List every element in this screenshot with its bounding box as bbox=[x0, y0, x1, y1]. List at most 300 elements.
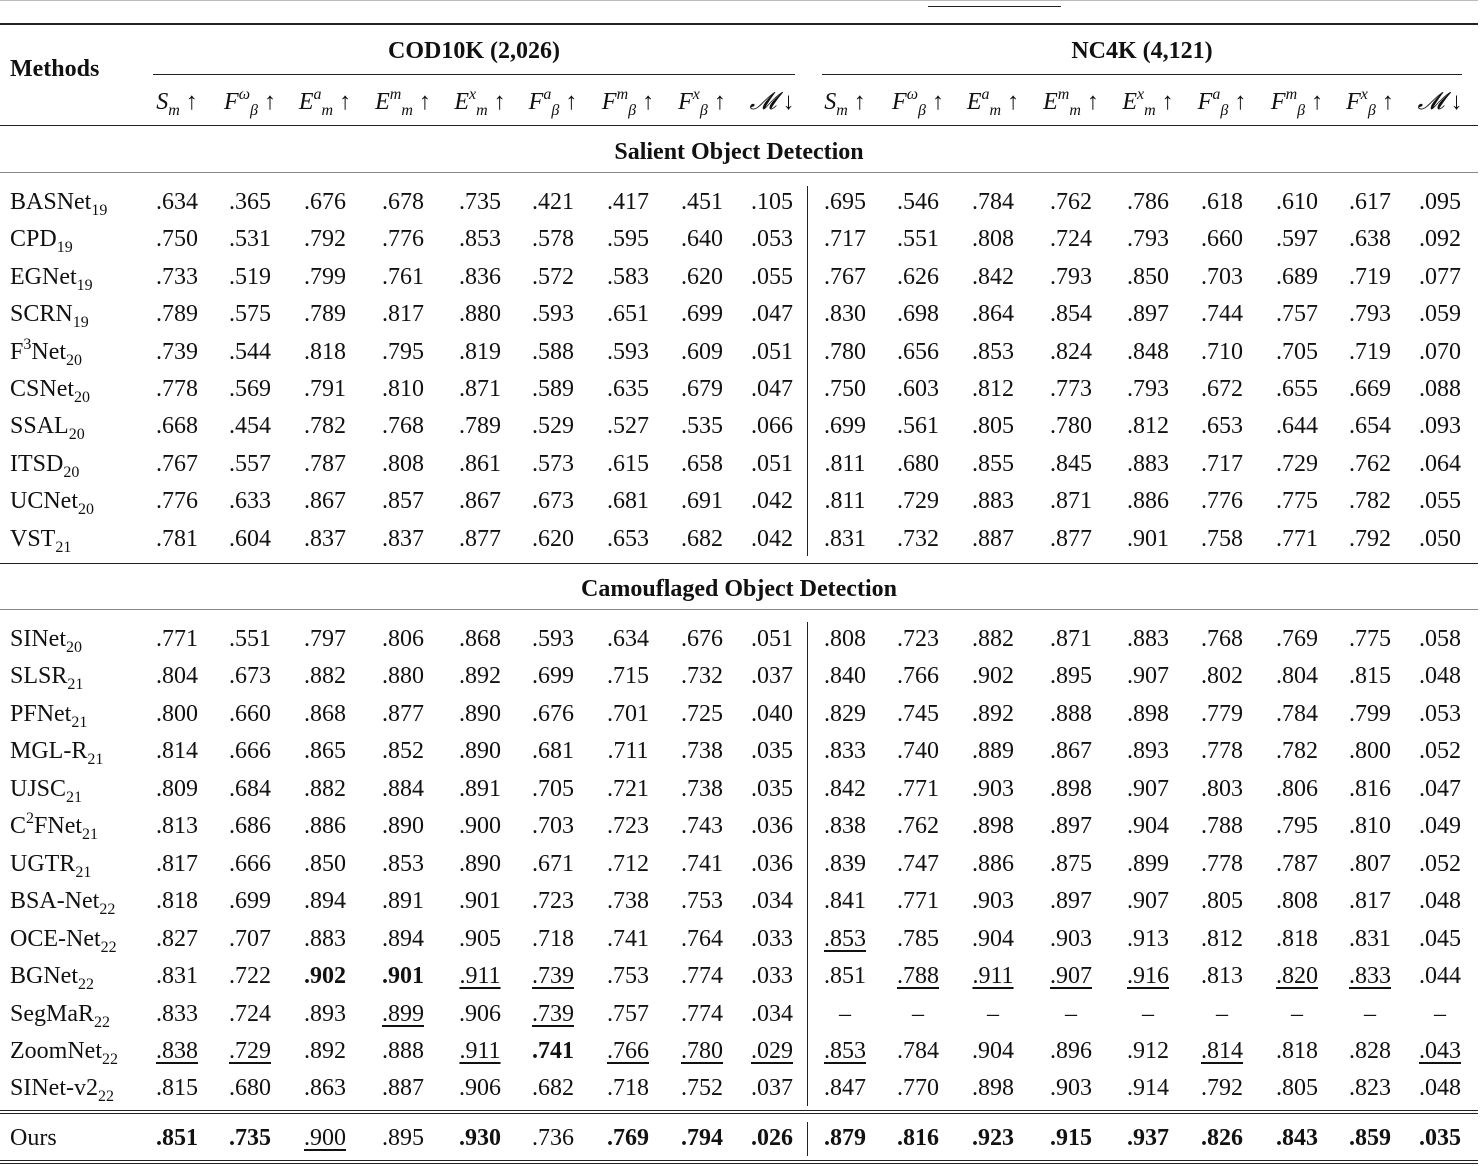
nc4k-value: .778 bbox=[1201, 738, 1243, 765]
method-sup: 3 bbox=[23, 335, 32, 353]
method-year: 21 bbox=[82, 826, 99, 844]
cod10k-value: .703 bbox=[532, 813, 574, 840]
arrow-icon: ↑ bbox=[931, 89, 944, 115]
cod10k-value: .867 bbox=[459, 488, 501, 515]
cod10k-value: .861 bbox=[459, 450, 501, 477]
nc4k-value: .603 bbox=[897, 376, 939, 402]
nc4k-value: .744 bbox=[1201, 301, 1243, 328]
metric-symbol: 𝓜 bbox=[749, 89, 777, 115]
nc4k-value: .820 bbox=[1276, 963, 1318, 990]
cod10k-value: .421 bbox=[532, 189, 574, 215]
method-name bbox=[10, 524, 71, 554]
method-name bbox=[10, 849, 91, 879]
arrow-icon: ↑ bbox=[339, 89, 352, 115]
metric-symbol: F bbox=[678, 89, 693, 115]
nc4k-value: .792 bbox=[1201, 1075, 1243, 1102]
nc4k-value: – bbox=[912, 1000, 924, 1027]
cod10k-value: .837 bbox=[304, 525, 346, 552]
nc4k-value: .689 bbox=[1276, 263, 1318, 290]
nc4k-value: .823 bbox=[1349, 1075, 1391, 1102]
cod10k-value: .804 bbox=[156, 663, 198, 690]
nc4k-value: .757 bbox=[1276, 301, 1318, 328]
metric-header bbox=[1395, 87, 1481, 117]
nc4k-value: .055 bbox=[1419, 488, 1461, 515]
metric-symbol: F bbox=[224, 89, 239, 115]
nc4k-value: .816 bbox=[897, 1125, 939, 1151]
method-name bbox=[10, 924, 117, 954]
nc4k-value: .899 bbox=[1127, 850, 1169, 877]
nc4k-value: .897 bbox=[1127, 301, 1169, 328]
metric-sub: β bbox=[1297, 102, 1306, 119]
metric-sub: β bbox=[250, 102, 258, 119]
cod10k-value: .911 bbox=[459, 963, 501, 990]
nc4k-value: .052 bbox=[1419, 850, 1461, 877]
nc4k-value: .813 bbox=[1201, 963, 1243, 990]
cod10k-value: .035 bbox=[751, 775, 793, 802]
nc4k-value: .904 bbox=[972, 1037, 1014, 1064]
method-name bbox=[10, 1036, 118, 1066]
nc4k-value: .847 bbox=[824, 1075, 866, 1102]
method-name bbox=[10, 661, 84, 694]
method-name bbox=[10, 1073, 114, 1106]
nc4k-value: – bbox=[839, 1000, 851, 1027]
method-name bbox=[10, 810, 99, 844]
method-name bbox=[10, 187, 107, 217]
cod10k-value: .871 bbox=[459, 376, 501, 402]
method-label: VST bbox=[10, 525, 56, 552]
cod10k-value: .666 bbox=[229, 738, 271, 765]
nc4k-value: .833 bbox=[1349, 963, 1391, 990]
nc4k-value: .907 bbox=[1127, 663, 1169, 690]
cod10k-value: .707 bbox=[229, 925, 271, 952]
metric-symbol: 𝓜 bbox=[1417, 89, 1445, 115]
ours-rule-2 bbox=[0, 1113, 1478, 1114]
method-year: 20 bbox=[63, 463, 80, 481]
nc4k-value: .776 bbox=[1201, 488, 1243, 515]
nc4k-value: .895 bbox=[1050, 663, 1092, 690]
nc4k-value: .886 bbox=[1127, 488, 1169, 515]
cod10k-value: .794 bbox=[681, 1125, 723, 1151]
cod10k-value: .529 bbox=[532, 413, 574, 440]
method-name bbox=[10, 224, 73, 257]
arrow-icon: ↑ bbox=[185, 89, 198, 115]
cod10k-value: .900 bbox=[304, 1125, 346, 1151]
cod10k-value: .778 bbox=[156, 376, 198, 402]
metric-sub: β bbox=[628, 102, 637, 119]
cod10k-value: .678 bbox=[382, 189, 424, 215]
metric-symbol: F bbox=[1197, 89, 1213, 115]
cod10k-value: .047 bbox=[751, 301, 793, 328]
cod10k-value: .817 bbox=[382, 301, 424, 328]
nc4k-value: .784 bbox=[897, 1037, 939, 1064]
nc4k-header: NC4K (4,121) bbox=[1071, 38, 1213, 64]
nc4k-value: .805 bbox=[972, 413, 1014, 440]
nc4k-value: .824 bbox=[1050, 338, 1092, 365]
cod10k-value: .635 bbox=[607, 376, 649, 402]
nc4k-value: .877 bbox=[1050, 525, 1092, 552]
cod10k-value: .589 bbox=[532, 376, 574, 402]
cod10k-value: .867 bbox=[304, 488, 346, 515]
cod10k-value: .676 bbox=[304, 189, 346, 215]
cod10k-value: .792 bbox=[304, 226, 346, 253]
cod10k-value: .029 bbox=[751, 1037, 793, 1064]
method-year: 22 bbox=[97, 1088, 114, 1106]
metric-symbol: E bbox=[1043, 89, 1058, 115]
method-year: 21 bbox=[71, 713, 88, 731]
nc4k-value: .747 bbox=[897, 850, 939, 877]
cod10k-value: .890 bbox=[382, 813, 424, 840]
nc4k-value: .724 bbox=[1050, 226, 1092, 253]
metric-sup: m bbox=[389, 86, 402, 103]
cod10k-value: .725 bbox=[681, 700, 723, 727]
cod10k-value: .451 bbox=[681, 189, 723, 215]
nc4k-value: .793 bbox=[1127, 226, 1169, 253]
cod10k-value: .836 bbox=[459, 263, 501, 290]
nc4k-value: .889 bbox=[972, 738, 1014, 765]
method-label: SINet bbox=[10, 626, 66, 652]
cod10k-value: .814 bbox=[156, 738, 198, 765]
cod10k-value: .887 bbox=[382, 1075, 424, 1102]
method-name bbox=[10, 699, 87, 729]
nc4k-value: .610 bbox=[1276, 189, 1318, 215]
cod10k-value: .851 bbox=[156, 1125, 198, 1151]
method-year: 20 bbox=[68, 426, 85, 444]
arrow-icon: ↑ bbox=[853, 89, 866, 115]
cod10k-value: .051 bbox=[751, 626, 793, 652]
nc4k-value: .762 bbox=[1349, 450, 1391, 477]
cod10k-value: .741 bbox=[681, 850, 723, 877]
method-label: Ours bbox=[10, 1125, 57, 1151]
metric-symbol: F bbox=[601, 89, 617, 115]
nc4k-value: .841 bbox=[824, 888, 866, 915]
method-year: 22 bbox=[78, 976, 94, 994]
nc4k-value: .740 bbox=[897, 738, 939, 765]
nc4k-value: .853 bbox=[972, 338, 1014, 365]
cod10k-value: .884 bbox=[382, 775, 424, 802]
nc4k-value: .793 bbox=[1050, 263, 1092, 290]
cod10k-value: .774 bbox=[681, 963, 723, 990]
method-year: 20 bbox=[78, 501, 94, 519]
cod10k-value: .890 bbox=[459, 738, 501, 765]
method-label: C bbox=[10, 813, 27, 840]
method-name bbox=[10, 449, 79, 479]
cod10k-value: .895 bbox=[382, 1125, 424, 1151]
method-name bbox=[10, 337, 82, 367]
method-name bbox=[10, 262, 93, 292]
nc4k-value: .913 bbox=[1127, 925, 1169, 952]
metric-symbol: E bbox=[1122, 89, 1137, 115]
method-year: 22 bbox=[100, 938, 117, 956]
metric-sup: m bbox=[1057, 86, 1070, 103]
nc4k-value: .695 bbox=[824, 189, 866, 215]
cod10k-value: .893 bbox=[304, 1000, 346, 1027]
nc4k-value: .626 bbox=[897, 263, 939, 290]
method-name bbox=[10, 624, 82, 654]
nc4k-value: .784 bbox=[1276, 700, 1318, 727]
column-divider bbox=[807, 622, 808, 1106]
cod10k-value: .454 bbox=[229, 413, 271, 440]
cod10k-value: .833 bbox=[156, 1000, 198, 1027]
method-label: CSNet bbox=[10, 376, 75, 402]
nc4k-value: .786 bbox=[1127, 189, 1169, 215]
method-name bbox=[10, 299, 89, 332]
nc4k-value: .762 bbox=[897, 813, 939, 840]
cod10k-value: .569 bbox=[229, 376, 271, 402]
nc4k-value: – bbox=[987, 1000, 999, 1027]
cod10k-value: .666 bbox=[229, 850, 271, 877]
nc4k-value: .830 bbox=[824, 301, 866, 328]
method-name bbox=[10, 886, 116, 919]
nc4k-value: .782 bbox=[1349, 488, 1391, 515]
cod10k-value: .738 bbox=[681, 738, 723, 765]
nc4k-value: .768 bbox=[1201, 626, 1243, 652]
nc4k-value: .035 bbox=[1419, 1125, 1461, 1151]
nc4k-value: .092 bbox=[1419, 226, 1461, 253]
nc4k-value: .805 bbox=[1201, 888, 1243, 915]
cod10k-value: .806 bbox=[382, 626, 424, 652]
nc4k-value: .771 bbox=[897, 775, 939, 802]
nc4k-value: .829 bbox=[824, 700, 866, 727]
nc4k-value: .788 bbox=[897, 963, 939, 990]
nc4k-value: .871 bbox=[1050, 626, 1092, 652]
nc4k-value: .818 bbox=[1276, 1037, 1318, 1064]
cod10k-value: .738 bbox=[681, 775, 723, 802]
cod10k-value: .736 bbox=[532, 1125, 574, 1151]
cod10k-value: .047 bbox=[751, 376, 793, 402]
cod10k-value: .753 bbox=[607, 963, 649, 990]
nc4k-value: – bbox=[1216, 1000, 1228, 1027]
nc4k-value: .787 bbox=[1276, 850, 1318, 877]
cod10k-value: .712 bbox=[607, 850, 649, 877]
cod10k-value: .711 bbox=[607, 738, 649, 765]
bottom-rule-2 bbox=[0, 1163, 1478, 1164]
nc4k-value: .897 bbox=[1050, 813, 1092, 840]
nc4k-value: .808 bbox=[1276, 888, 1318, 915]
cod10k-value: .365 bbox=[229, 189, 271, 215]
nc4k-value: .898 bbox=[972, 1075, 1014, 1102]
nc4k-value: .053 bbox=[1419, 700, 1461, 727]
cod10k-value: .900 bbox=[459, 813, 501, 840]
nc4k-value: .546 bbox=[897, 189, 939, 215]
nc4k-value: .901 bbox=[1127, 525, 1169, 552]
cod10k-value: .633 bbox=[229, 488, 271, 515]
metric-sub: m bbox=[836, 102, 848, 119]
nc4k-value: – bbox=[1364, 1000, 1376, 1027]
cod10k-value: .034 bbox=[751, 888, 793, 915]
metric-sup: x bbox=[1137, 86, 1145, 103]
metric-sub: m bbox=[1069, 102, 1081, 119]
arrow-icon: ↑ bbox=[565, 89, 578, 115]
cod10k-value: .723 bbox=[532, 888, 574, 915]
cod10k-value: .615 bbox=[607, 450, 649, 477]
arrow-icon: ↑ bbox=[1086, 89, 1099, 115]
nc4k-value: .064 bbox=[1419, 450, 1461, 477]
nc4k-value: .854 bbox=[1050, 301, 1092, 328]
column-divider bbox=[807, 1122, 808, 1156]
nc4k-value: .840 bbox=[824, 663, 866, 690]
cod10k-value: .899 bbox=[382, 1000, 424, 1027]
cod10k-value: .850 bbox=[304, 850, 346, 877]
nc4k-value: .719 bbox=[1349, 338, 1391, 365]
method-label: OCE-Net bbox=[10, 925, 101, 952]
cod10k-value: .681 bbox=[607, 488, 649, 515]
cod10k-value: .880 bbox=[459, 301, 501, 328]
nc4k-value: .879 bbox=[824, 1125, 866, 1151]
section-title-salient: Salient Object Detection bbox=[614, 139, 864, 165]
cod10k-value: .699 bbox=[532, 663, 574, 690]
nc4k-value: .644 bbox=[1276, 413, 1318, 440]
nc4k-value: .551 bbox=[897, 226, 939, 253]
cod10k-value: .733 bbox=[156, 263, 198, 290]
metric-symbol: F bbox=[1346, 89, 1361, 115]
method-label: BASNet bbox=[10, 189, 92, 215]
nc4k-value: .907 bbox=[1127, 888, 1169, 915]
nc4k-value: .699 bbox=[824, 413, 866, 440]
nc4k-value: .799 bbox=[1349, 700, 1391, 727]
method-label: EGNet bbox=[10, 263, 77, 290]
cod10k-value: .911 bbox=[459, 1037, 501, 1064]
section-rule bbox=[0, 563, 1478, 564]
nc4k-value: .883 bbox=[1127, 450, 1169, 477]
cod10k-value: .680 bbox=[229, 1075, 271, 1102]
cod10k-value: .682 bbox=[681, 525, 723, 552]
cod10k-value: .809 bbox=[156, 775, 198, 802]
cod10k-value: .033 bbox=[751, 963, 793, 990]
cod10k-value: .902 bbox=[304, 963, 346, 990]
cod10k-value: .676 bbox=[532, 700, 574, 727]
cod10k-value: .739 bbox=[532, 963, 574, 990]
cod10k-value: .865 bbox=[304, 738, 346, 765]
nc4k-value: .770 bbox=[897, 1075, 939, 1102]
cod10k-value: .066 bbox=[751, 413, 793, 440]
cod10k-value: .890 bbox=[459, 700, 501, 727]
nc4k-value: .903 bbox=[972, 888, 1014, 915]
cod10k-value: .853 bbox=[382, 850, 424, 877]
metric-sub: β bbox=[699, 102, 708, 119]
nc4k-value: .898 bbox=[1050, 775, 1092, 802]
cod10k-value: .609 bbox=[681, 338, 723, 365]
method-year: 21 bbox=[66, 788, 83, 806]
cod10k-value: .583 bbox=[607, 263, 649, 290]
section-rule bbox=[0, 609, 1478, 610]
cod10k-value: .882 bbox=[304, 663, 346, 690]
nc4k-value: .045 bbox=[1419, 925, 1461, 952]
cod10k-value: .527 bbox=[607, 413, 649, 440]
metric-sup: ω bbox=[238, 86, 250, 103]
cod10k-value: .906 bbox=[459, 1075, 501, 1102]
nc4k-value: .812 bbox=[1127, 413, 1169, 440]
cod10k-value: .761 bbox=[382, 263, 424, 290]
cod10k-value: .906 bbox=[459, 1000, 501, 1027]
nc4k-value: .898 bbox=[1127, 700, 1169, 727]
nc4k-value: .883 bbox=[1127, 626, 1169, 652]
cod10k-value: .894 bbox=[304, 888, 346, 915]
cod10k-value: .901 bbox=[382, 963, 424, 990]
nc4k-value: .771 bbox=[1276, 525, 1318, 552]
method-label: SSAL bbox=[10, 413, 69, 440]
nc4k-value: .793 bbox=[1349, 301, 1391, 328]
method-label: UGTR bbox=[10, 850, 76, 877]
cod10k-value: .741 bbox=[607, 925, 649, 952]
cod10k-value: .668 bbox=[156, 413, 198, 440]
cod10k-value: .877 bbox=[382, 700, 424, 727]
nc4k-value: .656 bbox=[897, 338, 939, 365]
metric-sub: m bbox=[476, 102, 488, 119]
cod10k-value: .036 bbox=[751, 850, 793, 877]
method-year: 22 bbox=[94, 1013, 110, 1031]
nc4k-value: .767 bbox=[824, 263, 866, 290]
nc4k-value: .808 bbox=[972, 226, 1014, 253]
metric-sub: β bbox=[1220, 102, 1229, 119]
nc4k-value: .044 bbox=[1419, 963, 1461, 990]
method-year: 20 bbox=[66, 351, 83, 369]
metric-symbol: S bbox=[156, 89, 169, 115]
column-divider bbox=[807, 186, 808, 556]
nc4k-value: .850 bbox=[1127, 263, 1169, 290]
cod10k-value: .891 bbox=[459, 775, 501, 802]
cod10k-value: .673 bbox=[532, 488, 574, 515]
cod10k-value: .868 bbox=[304, 700, 346, 727]
method-name bbox=[10, 486, 94, 519]
cod10k-value: .752 bbox=[681, 1075, 723, 1102]
top-rule bbox=[0, 23, 1478, 25]
nc4k-value: .804 bbox=[1276, 663, 1318, 690]
cod10k-value: .732 bbox=[681, 663, 723, 690]
metric-sub: β bbox=[551, 102, 560, 119]
cod10k-value: .764 bbox=[681, 925, 723, 952]
nc4k-value: .680 bbox=[897, 450, 939, 477]
nc4k-value: .703 bbox=[1201, 263, 1243, 290]
method-year: 20 bbox=[66, 639, 82, 656]
nc4k-value: .698 bbox=[897, 301, 939, 328]
nc4k-value: .617 bbox=[1349, 189, 1391, 215]
method-year: 21 bbox=[75, 863, 92, 881]
ours-rule-1 bbox=[0, 1110, 1478, 1111]
cod10k-value: .782 bbox=[304, 413, 346, 440]
arrow-icon: ↑ bbox=[1161, 89, 1174, 115]
nc4k-value: .805 bbox=[1276, 1075, 1318, 1102]
cod10k-value: .735 bbox=[229, 1125, 271, 1151]
nc4k-value: .882 bbox=[972, 626, 1014, 652]
cod10k-value: .827 bbox=[156, 925, 198, 952]
metric-header bbox=[948, 87, 1038, 117]
method-label: SLSR bbox=[10, 663, 68, 690]
nc4k-value: .762 bbox=[1050, 189, 1092, 215]
metric-sub: m bbox=[401, 102, 413, 119]
nc4k-value: .792 bbox=[1349, 525, 1391, 552]
nc4k-value: .048 bbox=[1419, 888, 1461, 915]
nc4k-value: .814 bbox=[1201, 1037, 1243, 1064]
cod10k-value: .673 bbox=[229, 663, 271, 690]
method-year: 19 bbox=[56, 239, 73, 257]
cod10k-value: .051 bbox=[751, 450, 793, 477]
cod10k-value: .831 bbox=[156, 963, 198, 990]
cod10k-value: .776 bbox=[382, 226, 424, 253]
nc4k-value: .766 bbox=[897, 663, 939, 690]
metric-symbol: E bbox=[966, 89, 982, 115]
cod10k-value: .701 bbox=[607, 700, 649, 727]
cod10k-value: .766 bbox=[607, 1037, 649, 1064]
cod10k-value: .888 bbox=[382, 1037, 424, 1064]
metric-symbol: E bbox=[298, 89, 314, 115]
cod10k-value: .739 bbox=[532, 1000, 574, 1027]
cod10k-value: .575 bbox=[229, 301, 271, 328]
nc4k-value: .769 bbox=[1276, 626, 1318, 652]
arrow-icon: ↑ bbox=[713, 89, 726, 115]
nc4k-value: .717 bbox=[1201, 450, 1243, 477]
nc4k-value: .088 bbox=[1419, 376, 1461, 402]
cod10k-value: .684 bbox=[229, 775, 271, 802]
